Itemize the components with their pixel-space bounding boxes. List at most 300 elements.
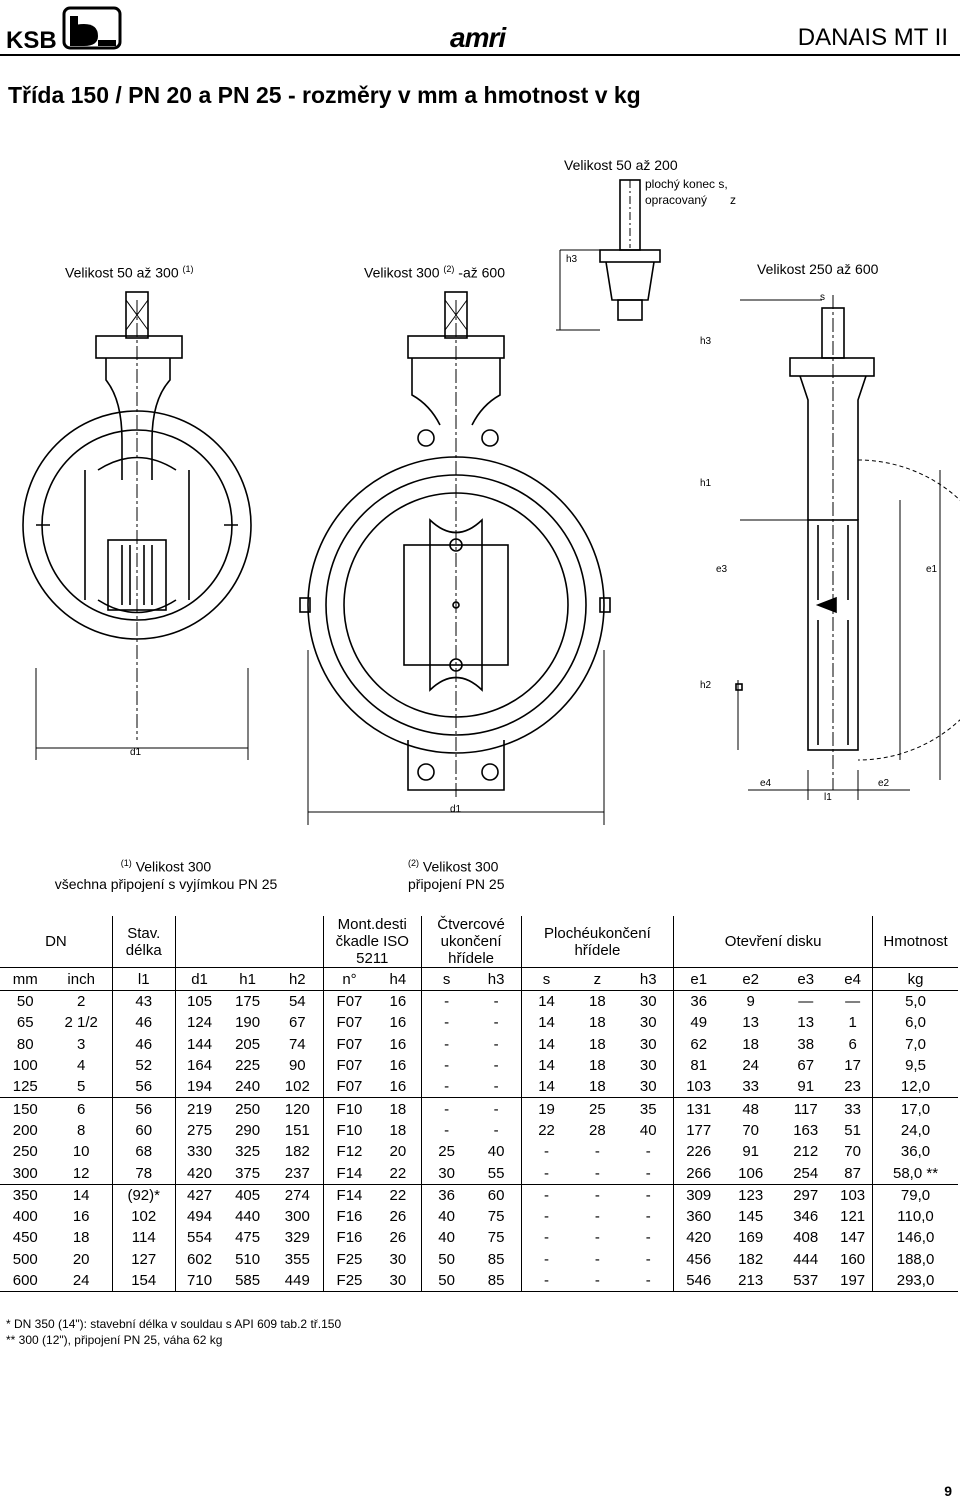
- table-cell: 456: [674, 1249, 723, 1270]
- table-cell: 102: [284, 1078, 310, 1096]
- table-cell: 237: [284, 1164, 310, 1182]
- table-cell: 13: [742, 1014, 760, 1032]
- table-cell: 105: [175, 991, 223, 1013]
- table-cell: 450: [12, 1229, 38, 1247]
- table-cell: 25: [572, 1098, 624, 1120]
- table-cell: -: [594, 1164, 600, 1182]
- table-cell: -: [645, 1208, 651, 1226]
- table-row: [0, 1034, 958, 1055]
- table-cell: 50: [421, 1249, 472, 1270]
- table-cell: 54: [288, 993, 306, 1011]
- table-cell: (92)*: [112, 1184, 175, 1206]
- table-row: [0, 1270, 958, 1292]
- table-cell: -: [421, 1055, 472, 1076]
- table-cell: -: [521, 1141, 572, 1162]
- table-cell: F16: [323, 1206, 375, 1227]
- footnote-1: * DN 350 (14"): stavební délka v souldau s API 609 tab.2 tř.150: [6, 1317, 342, 1331]
- table-cell: 182: [738, 1250, 764, 1268]
- table-cell: 226: [674, 1141, 723, 1162]
- hdr-dn: DN: [45, 933, 67, 950]
- table-cell: -: [493, 1078, 499, 1096]
- table-cell: 160: [840, 1250, 866, 1268]
- table-cell: 51: [844, 1121, 861, 1139]
- table-cell: 81: [674, 1055, 723, 1076]
- table-cell: 30: [639, 1035, 657, 1053]
- table-cell: 74: [288, 1035, 306, 1053]
- table-cell: —: [845, 993, 861, 1011]
- table-cell: 40: [421, 1227, 472, 1248]
- product-name: DANAIS MT II: [797, 24, 948, 51]
- table-cell: 125: [12, 1078, 38, 1096]
- col-header: s: [421, 968, 472, 991]
- table-cell: 6,0: [873, 1012, 958, 1033]
- table-cell: 225: [235, 1057, 261, 1075]
- table-cell: -: [421, 991, 472, 1013]
- table-cell: 309: [674, 1184, 723, 1206]
- table-cell: 124: [175, 1012, 223, 1033]
- table-body: [0, 991, 958, 1292]
- table-cell: 67: [288, 1014, 306, 1032]
- table-cell: -: [594, 1229, 600, 1247]
- table-cell: -: [521, 1206, 572, 1227]
- table-cell: 6: [51, 1098, 113, 1120]
- table-cell: 22: [521, 1120, 572, 1141]
- dim-h3-right: h3: [700, 336, 712, 347]
- table-cell: 440: [235, 1208, 261, 1226]
- page-title: Třída 150 / PN 20 a PN 25 - rozměry v mm a hmotnost v kg: [8, 82, 641, 108]
- note-2-sup: (2): [408, 858, 419, 868]
- table-cell: 197: [833, 1270, 872, 1292]
- col-header: z: [572, 968, 624, 991]
- table-cell: 127: [112, 1249, 175, 1270]
- table-cell: 56: [112, 1098, 175, 1120]
- table-cell: 8: [76, 1121, 86, 1139]
- table-cell: 17: [844, 1057, 861, 1075]
- table-cell: 60: [112, 1120, 175, 1141]
- table-cell: 18: [375, 1098, 421, 1120]
- table-cell: -: [472, 1098, 521, 1120]
- table-row: [0, 1184, 958, 1206]
- dim-h3-top: h3: [566, 254, 578, 265]
- table-cell: 40: [421, 1206, 472, 1227]
- table-cell: 16: [389, 1057, 407, 1075]
- dim-s: s: [820, 292, 825, 303]
- table-cell: F07: [323, 991, 375, 1013]
- table-cell: 449: [272, 1270, 324, 1292]
- table-row: [0, 1141, 958, 1162]
- table-cell: 25: [421, 1141, 472, 1162]
- table-cell: 43: [112, 991, 175, 1013]
- table-cell: 300: [284, 1208, 310, 1226]
- table-cell: 1: [848, 1014, 857, 1032]
- table-cell: 30: [639, 1057, 657, 1075]
- table-cell: 40: [639, 1121, 657, 1139]
- table-cell: 420: [175, 1162, 223, 1184]
- table-cell: -: [645, 1164, 651, 1182]
- hdr-ploch-line2: hřídele: [574, 941, 621, 959]
- table-cell: 30: [375, 1270, 421, 1292]
- col-header: h3: [472, 968, 521, 991]
- table-cell: 106: [738, 1164, 764, 1182]
- table-cell: 300: [12, 1164, 38, 1182]
- table-cell: 36,0: [873, 1141, 958, 1162]
- table-cell: 35: [623, 1098, 674, 1120]
- table-cell: F07: [323, 1012, 375, 1033]
- table-cell: 274: [272, 1184, 324, 1206]
- table-cell: 2 1/2: [64, 1014, 98, 1032]
- hdr-ctver: [421, 916, 521, 968]
- note-1-line2: všechna připojení s vyjímkou PN 25: [54, 875, 278, 892]
- label-flat-end: plochý konec s,: [645, 177, 728, 191]
- table-cell: 87: [844, 1164, 861, 1182]
- table-cell: 36: [421, 1184, 472, 1206]
- col-header: mm: [0, 968, 51, 991]
- label-left-view-sup: (1): [182, 264, 194, 274]
- table-cell: -: [521, 1184, 572, 1206]
- label-right-view: Velikost 250 až 600: [757, 261, 879, 277]
- table-cell: 9: [746, 993, 755, 1011]
- table-cell: 250: [12, 1143, 38, 1161]
- table-cell: 145: [738, 1208, 764, 1226]
- dim-l1: l1: [824, 792, 832, 803]
- table-cell: 213: [723, 1270, 778, 1292]
- table-cell: 16: [389, 1078, 407, 1096]
- table-row: [0, 1206, 958, 1227]
- table-cell: F16: [323, 1227, 375, 1248]
- table-cell: 18: [589, 1078, 606, 1096]
- table-cell: 120: [272, 1098, 324, 1120]
- dim-e1: e1: [926, 564, 938, 575]
- table-cell: 18: [589, 1057, 606, 1075]
- hdr-stav: [112, 916, 175, 968]
- table-row: [0, 1227, 958, 1248]
- label-top-size: Velikost 50 až 200: [564, 157, 678, 173]
- table-cell: 290: [235, 1121, 261, 1139]
- hdr-ctver-line2: ukončení: [440, 933, 502, 950]
- table-cell: 85: [487, 1250, 505, 1268]
- table-group-header: [0, 916, 958, 968]
- table-cell: -: [421, 1076, 472, 1098]
- table-cell: 28: [589, 1121, 606, 1139]
- table-cell: 49: [674, 1012, 723, 1033]
- table-cell: -: [521, 1270, 572, 1292]
- table-cell: 75: [487, 1208, 505, 1226]
- table-cell: 250: [223, 1098, 271, 1120]
- col-header: h1: [223, 968, 271, 991]
- table-cell: 405: [223, 1184, 271, 1206]
- table-cell: 537: [778, 1270, 833, 1292]
- table-cell: F14: [323, 1184, 375, 1206]
- table-cell: 30: [639, 1078, 657, 1096]
- table-cell: 14: [521, 1034, 572, 1055]
- hdr-stav-line1: Stav.: [127, 924, 161, 942]
- table-cell: 60: [472, 1184, 521, 1206]
- table-cell: 46: [112, 1034, 175, 1055]
- table-cell: 18: [72, 1229, 90, 1247]
- table-cell: 55: [487, 1164, 505, 1182]
- table-cell: 350: [0, 1184, 51, 1206]
- footnote-2: ** 300 (12"), připojení PN 25, váha 62 kg: [6, 1333, 223, 1347]
- table-cell: 164: [175, 1055, 223, 1076]
- hdr-mont: [323, 916, 421, 968]
- table-cell: 408: [793, 1229, 819, 1247]
- dim-d1-mid: d1: [450, 804, 462, 815]
- table-cell: F07: [323, 1055, 375, 1076]
- table-cell: 254: [793, 1164, 819, 1182]
- table-cell: 67: [797, 1057, 815, 1075]
- label-z: z: [730, 193, 736, 207]
- table-cell: 70: [742, 1121, 760, 1139]
- table-cell: -: [594, 1143, 600, 1161]
- table-cell: 10: [72, 1143, 90, 1161]
- table-cell: F07: [323, 1034, 375, 1055]
- label-mid-view-text: Velikost 300: [364, 264, 440, 281]
- col-header: h2: [272, 968, 324, 991]
- table-cell: 6: [848, 1035, 857, 1053]
- col-header: inch: [51, 968, 113, 991]
- hdr-ctver-line1: Čtvercové: [437, 916, 505, 933]
- table-cell: 26: [389, 1229, 407, 1247]
- table-cell: 121: [840, 1208, 866, 1226]
- table-cell: 103: [833, 1184, 872, 1206]
- table-row: [0, 1098, 958, 1120]
- hdr-otevreni: Otevření disku: [674, 916, 873, 968]
- table-cell: 3: [76, 1035, 86, 1053]
- dim-h1: h1: [700, 478, 712, 489]
- table-cell: 16: [389, 993, 407, 1011]
- table-cell: 30: [389, 1250, 407, 1268]
- table-cell: 22: [375, 1184, 421, 1206]
- table-cell: 325: [235, 1143, 261, 1161]
- col-header: e3: [778, 968, 833, 991]
- table-cell: 190: [235, 1014, 261, 1032]
- label-left-view-text: Velikost 50 až 300: [65, 264, 179, 281]
- hdr-ctver-line3: hřídele: [448, 950, 494, 967]
- table-cell: 585: [223, 1270, 271, 1292]
- table-cell: 219: [175, 1098, 223, 1120]
- table-cell: 177: [674, 1120, 723, 1141]
- table-cell: -: [493, 1121, 499, 1139]
- table-cell: 5,0: [873, 991, 958, 1013]
- note-1: [26, 855, 306, 893]
- table-cell: 14: [521, 1012, 572, 1033]
- table-cell: -: [623, 1270, 674, 1292]
- dimensions-table: [0, 916, 958, 1292]
- table-cell: 275: [175, 1120, 223, 1141]
- table-cell: 205: [235, 1035, 261, 1053]
- table-cell: 26: [389, 1208, 407, 1226]
- table-cell: 2: [76, 993, 86, 1011]
- col-header: s: [521, 968, 572, 991]
- table-cell: 46: [112, 1012, 175, 1033]
- note-2-line1: Velikost 300: [422, 858, 499, 875]
- table-cell: 240: [235, 1078, 261, 1096]
- dim-d1-left: d1: [130, 747, 142, 758]
- note-2-line2: připojení PN 25: [408, 875, 505, 892]
- table-cell: 17,0: [873, 1098, 958, 1120]
- hdr-ploch-line1: Plochéukončení: [544, 924, 651, 942]
- col-header: h4: [375, 968, 421, 991]
- table-cell: 602: [175, 1249, 223, 1270]
- table-cell: 70: [844, 1143, 861, 1161]
- table-cell: F14: [323, 1162, 375, 1184]
- table-column-header: [0, 968, 958, 991]
- table-cell: 40: [487, 1143, 505, 1161]
- table-row: [0, 1120, 958, 1141]
- table-cell: 163: [793, 1121, 819, 1139]
- table-cell: 427: [175, 1184, 223, 1206]
- table-cell: 14: [521, 1076, 572, 1098]
- table-cell: 554: [175, 1227, 223, 1248]
- table-cell: 30: [421, 1162, 472, 1184]
- table-cell: 114: [112, 1227, 175, 1248]
- table-cell: -: [645, 1229, 651, 1247]
- table-cell: 400: [12, 1208, 38, 1226]
- table-cell: 175: [235, 993, 261, 1011]
- table-cell: F12: [323, 1141, 375, 1162]
- table-cell: 36: [674, 991, 723, 1013]
- dim-e3: e3: [716, 564, 728, 575]
- table-cell: -: [623, 1184, 674, 1206]
- table-cell: 78: [112, 1162, 175, 1184]
- table-row: [0, 1249, 958, 1270]
- table-cell: 33: [742, 1078, 760, 1096]
- table-cell: 266: [674, 1162, 723, 1184]
- table-cell: -: [521, 1162, 572, 1184]
- table-cell: 33: [833, 1098, 872, 1120]
- table-row: [0, 1076, 958, 1098]
- table-cell: 330: [175, 1141, 223, 1162]
- table-cell: 30: [639, 1014, 657, 1032]
- amri-logo: amri: [450, 22, 506, 53]
- table-cell: -: [421, 1120, 472, 1141]
- note-1-sup: (1): [120, 858, 132, 868]
- table-cell: 147: [840, 1229, 866, 1247]
- table-cell: -: [594, 1208, 600, 1226]
- table-cell: -: [645, 1250, 651, 1268]
- table-cell: 475: [235, 1229, 261, 1247]
- table-cell: 420: [674, 1227, 723, 1248]
- table-cell: 494: [175, 1206, 223, 1227]
- table-cell: 20: [72, 1250, 90, 1268]
- table-cell: 4: [76, 1057, 86, 1075]
- hdr-mont-line2: čkadle ISO: [335, 933, 409, 950]
- table-cell: 188,0: [873, 1249, 958, 1270]
- ksb-logo-text: KSB: [6, 27, 57, 50]
- table-cell: 144: [175, 1034, 223, 1055]
- table-cell: 14: [521, 991, 572, 1013]
- table-cell: 16: [389, 1014, 407, 1032]
- table-row: [0, 1055, 958, 1076]
- table-cell: 14: [51, 1184, 113, 1206]
- table-cell: 80: [16, 1035, 34, 1053]
- table-cell: 16: [389, 1035, 407, 1053]
- table-cell: 85: [472, 1270, 521, 1292]
- table-cell: 110,0: [873, 1206, 958, 1227]
- table-cell: -: [421, 1098, 472, 1120]
- label-machined: opracovaný: [645, 193, 708, 207]
- table-cell: 24: [51, 1270, 113, 1292]
- table-cell: F25: [323, 1270, 375, 1292]
- table-cell: -: [521, 1227, 572, 1248]
- col-header: h3: [623, 968, 674, 991]
- hdr-hmotnost: Hmotnost: [873, 916, 958, 968]
- table-cell: 38: [797, 1035, 815, 1053]
- table-cell: F10: [323, 1098, 375, 1120]
- table-cell: 56: [112, 1076, 175, 1098]
- table-cell: -: [493, 993, 499, 1011]
- table-cell: -: [493, 1035, 499, 1053]
- table-cell: 600: [0, 1270, 51, 1292]
- table-cell: 154: [112, 1270, 175, 1292]
- hdr-ploch: [521, 916, 674, 968]
- table-cell: 24,0: [873, 1120, 958, 1141]
- table-cell: 123: [723, 1184, 778, 1206]
- table-row: [0, 1012, 958, 1033]
- col-header: e2: [723, 968, 778, 991]
- table-cell: 14: [521, 1055, 572, 1076]
- table-cell: 18: [589, 1014, 606, 1032]
- table-cell: 169: [738, 1229, 764, 1247]
- table-cell: 200: [12, 1121, 38, 1139]
- table-cell: -: [421, 1012, 472, 1033]
- table-cell: 58,0 **: [873, 1162, 958, 1184]
- table-cell: 12,0: [873, 1076, 958, 1098]
- table-cell: 182: [284, 1143, 310, 1161]
- table-cell: -: [645, 1143, 651, 1161]
- table-cell: 5: [76, 1078, 86, 1096]
- hdr-blank: [175, 916, 323, 968]
- table-cell: 79,0: [873, 1184, 958, 1206]
- table-cell: 91: [797, 1078, 815, 1096]
- table-cell: 346: [793, 1208, 819, 1226]
- table-cell: 50: [421, 1270, 472, 1292]
- col-header: e1: [674, 968, 723, 991]
- table-cell: 500: [12, 1250, 38, 1268]
- table-cell: 68: [112, 1141, 175, 1162]
- table-cell: 546: [674, 1270, 723, 1292]
- note-2: [408, 855, 505, 893]
- table-cell: -: [521, 1249, 572, 1270]
- table-cell: 30: [639, 993, 657, 1011]
- table-cell: 20: [389, 1143, 407, 1161]
- table-cell: —: [798, 993, 814, 1011]
- table-cell: F07: [323, 1076, 375, 1098]
- table-cell: 18: [389, 1121, 407, 1139]
- table-cell: 65: [16, 1014, 34, 1032]
- table-cell: 212: [793, 1143, 819, 1161]
- table-cell: 146,0: [873, 1227, 958, 1248]
- table-cell: 23: [844, 1078, 861, 1096]
- table-cell: 355: [284, 1250, 310, 1268]
- table-cell: -: [572, 1184, 624, 1206]
- col-header: d1: [175, 968, 223, 991]
- table-cell: 102: [112, 1206, 175, 1227]
- page-number: 9: [944, 1483, 952, 1499]
- table-cell: 18: [589, 1035, 606, 1053]
- table-cell: 151: [284, 1121, 310, 1139]
- table-cell: 100: [12, 1057, 38, 1075]
- table-cell: 18: [589, 993, 606, 1011]
- table-row: [0, 991, 958, 1013]
- table-cell: -: [421, 1034, 472, 1055]
- hdr-mont-line1: Mont.desti: [337, 916, 407, 933]
- table-cell: 510: [235, 1250, 261, 1268]
- col-header: l1: [112, 968, 175, 991]
- table-cell: 12: [72, 1164, 90, 1182]
- table-cell: 131: [674, 1098, 723, 1120]
- table-cell: 62: [674, 1034, 723, 1055]
